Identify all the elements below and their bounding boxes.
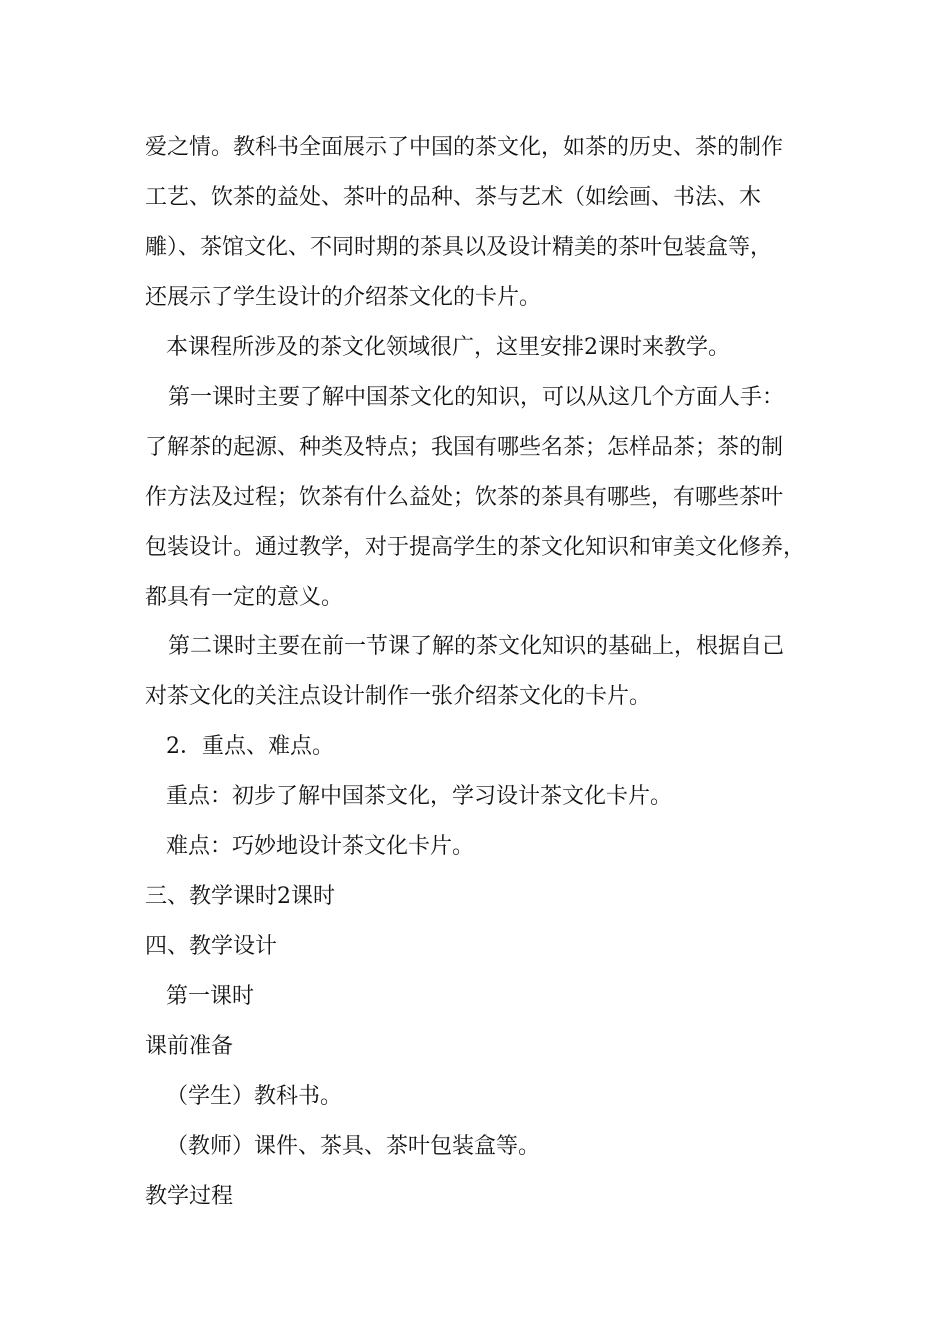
text-line: 包装设计。通过教学，对于提高学生的茶文化知识和审美文化修养， xyxy=(145,535,806,560)
text-line: 难点：巧妙地设计茶文化卡片。 xyxy=(166,834,475,859)
text-line: 第一课时主要了解中国茶文化的知识，可以从这几个方面人手： xyxy=(168,385,785,410)
text-line: 工艺、饮茶的益处、茶叶的品种、茶与艺术（如绘画、书法、木 xyxy=(145,185,762,210)
text-line: 本课程所涉及的茶文化领域很广，这里安排2课时来教学。 xyxy=(166,335,730,360)
text-line: 对茶文化的关注点设计制作一张介绍茶文化的卡片。 xyxy=(145,684,652,709)
text-line: 还展示了学生设计的介绍茶文化的卡片。 xyxy=(145,285,542,310)
text-line: 都具有一定的意义。 xyxy=(145,585,344,610)
text-line: 爱之情。教科书全面展示了中国的茶文化，如茶的历史、茶的制作 xyxy=(145,135,784,160)
text-line: 重点：初步了解中国茶文化，学习设计茶文化卡片。 xyxy=(166,784,673,809)
section-heading: 三、教学课时2课时 xyxy=(145,884,335,909)
text-line: 雕）、茶馆文化、不同时期的茶具以及设计精美的茶叶包装盒等， xyxy=(145,235,773,260)
text-line: 作方法及过程；饮茶有什么益处；饮茶的茶具有哪些，有哪些茶叶 xyxy=(145,485,784,510)
section-heading: 2．重点、难点。 xyxy=(166,734,334,759)
text-line: 了解茶的起源、种类及特点；我国有哪些名茶；怎样品茶；茶的制 xyxy=(145,435,784,460)
subsection-heading: 教学过程 xyxy=(145,1184,234,1209)
subsection-heading: 第一课时 xyxy=(166,984,255,1009)
text-line: （学生）教科书。 xyxy=(166,1084,343,1109)
text-line: 第二课时主要在前一节课了解的茶文化知识的基础上，根据自己 xyxy=(168,634,785,659)
section-heading: 四、教学设计 xyxy=(145,934,278,959)
subsection-heading: 课前准备 xyxy=(145,1034,234,1059)
text-line: （教师）课件、茶具、茶叶包装盒等。 xyxy=(166,1134,541,1159)
